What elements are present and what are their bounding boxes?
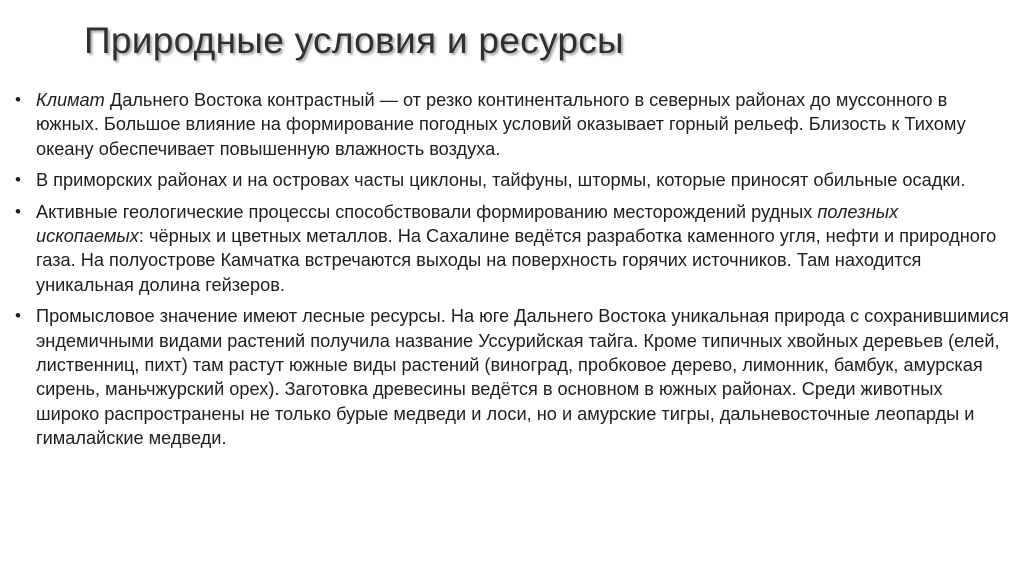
bullet-marker: • [15, 90, 21, 109]
bullet-marker: • [15, 201, 21, 221]
bullet-item-forest [14, 304, 1010, 450]
bullet-item-geology [14, 200, 1010, 298]
bullet-marker: • [15, 306, 21, 326]
bullet-item-cyclones [14, 168, 1010, 192]
bullet-text: : чёрных и цветных металлов. На Сахалине ведётся разработка каменного угля, нефти и природного газа. На полуострове Камчатка встречаются выходы на поверхность горячих источников. Там находится уникальная долина гейзеров. [36, 226, 997, 295]
bullet-text: Активные геологические процессы способствовали формированию месторождений рудных [36, 201, 818, 222]
bullet-text-italic: полезных ископаемых [36, 201, 899, 247]
slide-title: Природные условия и ресурсы [84, 20, 624, 61]
bullet-text: Дальнего Востока контрастный — от резко континентального в северных районах до муссонного в южных. Большое влияние на формирование погодных условий оказывает горный рельеф. Близость к Тихому океану обеспечивает повышенную влажность воздуха. [36, 90, 966, 159]
bullet-text: В приморских районах и на островах часты циклоны, тайфуны, штормы, которые приносят обильные осадки. [36, 170, 966, 191]
bullet-text: Промысловое значение имеют лесные ресурсы. На юге Дальнего Востока уникальная природа с сохранившимися эндемичными видами растений получила название Уссурийская тайга. Кроме типичных хвойных деревьев (елей, лиственниц, пихт) там растут южные виды растений (виноград, пробковое дерево, лимонник, бамбук, амурская сирень, маньчжурский орех). Заготовка древесины ведётся в основном в южных районах. Среди животных широко распространены не только бурые медведи и лоси, но и амурские тигры, дальневосточные леопарды и гималайские медведи. [36, 306, 1009, 449]
bullet-list [14, 88, 1010, 458]
bullet-text-italic: Климат [36, 90, 105, 110]
bullet-marker: • [15, 170, 21, 190]
bullet-item-climate [14, 88, 1010, 161]
